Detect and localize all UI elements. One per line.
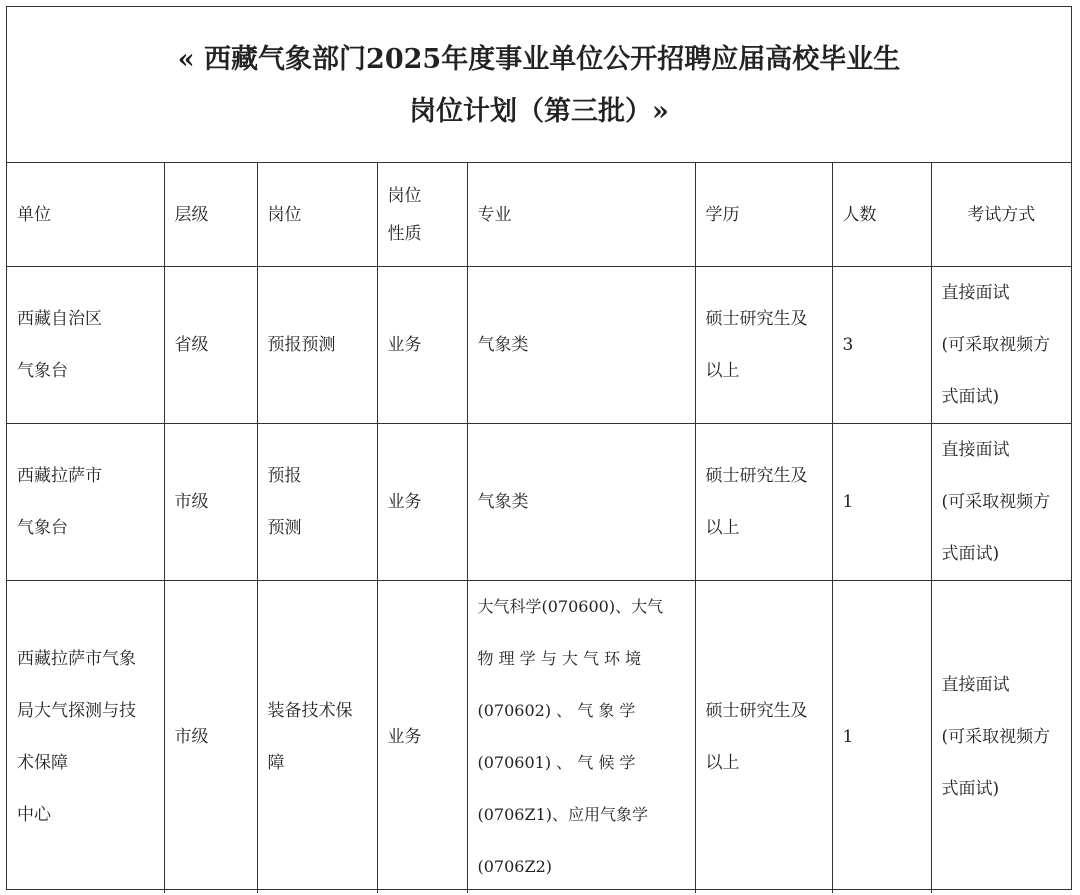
cell-line: 硕士研究生及 xyxy=(705,701,808,721)
cell-nature: 业务 xyxy=(377,581,467,894)
cell-line: 直接面试 xyxy=(941,675,1010,695)
cell-line: 硕士研究生及 xyxy=(705,466,808,486)
cell-unit xyxy=(7,581,164,894)
cell-line: 式面试) xyxy=(941,387,1000,407)
header-major: 专业 xyxy=(467,163,695,267)
cell-exam xyxy=(931,267,1071,424)
table-row xyxy=(7,581,1071,894)
cell-line: (070602) 、 气 象 学 xyxy=(477,701,636,720)
header-count: 人数 xyxy=(832,163,931,267)
cell-line: (可采取视频方 xyxy=(941,492,1051,512)
cell-major: 气象类 xyxy=(467,267,695,424)
cell-line: 物 理 学 与 大 气 环 境 xyxy=(477,649,642,668)
document-title xyxy=(7,7,1071,163)
cell-major xyxy=(467,581,695,894)
cell-line: 术保障 xyxy=(17,753,68,773)
title-line-1: « 西藏气象部门2025年度事业单位公开招聘应届高校毕业生 xyxy=(177,44,901,75)
header-post: 岗位 xyxy=(257,163,377,267)
cell-line: 式面试) xyxy=(941,544,1000,564)
header-nature-line: 岗位 xyxy=(387,185,422,206)
cell-line: 以上 xyxy=(705,361,740,381)
cell-post xyxy=(257,424,377,581)
cell-line: 气象台 xyxy=(17,518,68,538)
cell-unit xyxy=(7,267,164,424)
cell-level: 市级 xyxy=(164,581,257,894)
cell-line: 大气科学(070600)、大气 xyxy=(477,597,664,616)
cell-exam xyxy=(931,424,1071,581)
cell-line: 局大气探测与技 xyxy=(17,701,136,721)
cell-count: 1 xyxy=(832,581,931,894)
header-exam: 考试方式 xyxy=(931,163,1071,267)
cell-education xyxy=(695,267,832,424)
header-level: 层级 xyxy=(164,163,257,267)
cell-line: 式面试) xyxy=(941,779,1000,799)
cell-line: 以上 xyxy=(705,518,740,538)
cell-line: (可采取视频方 xyxy=(941,335,1051,355)
cell-unit xyxy=(7,424,164,581)
cell-line: 西藏自治区 xyxy=(17,309,102,329)
cell-level: 省级 xyxy=(164,267,257,424)
cell-line: 西藏拉萨市气象 xyxy=(17,649,136,669)
header-nature xyxy=(377,163,467,267)
cell-count: 3 xyxy=(832,267,931,424)
cell-nature: 业务 xyxy=(377,424,467,581)
cell-post xyxy=(257,581,377,894)
cell-line: 以上 xyxy=(705,753,740,773)
header-education: 学历 xyxy=(695,163,832,267)
cell-line: 装备技术保 xyxy=(267,701,353,721)
header-nature-line: 性质 xyxy=(387,223,422,244)
cell-major: 气象类 xyxy=(467,424,695,581)
cell-education xyxy=(695,581,832,894)
cell-exam xyxy=(931,581,1071,894)
cell-nature: 业务 xyxy=(377,267,467,424)
cell-post: 预报预测 xyxy=(257,267,377,424)
cell-line: 预测 xyxy=(267,518,302,538)
cell-count: 1 xyxy=(832,424,931,581)
recruitment-table xyxy=(7,163,1071,893)
cell-line: (070601) 、 气 候 学 xyxy=(477,753,636,772)
cell-line: 预报 xyxy=(267,466,302,486)
cell-line: 直接面试 xyxy=(941,283,1010,303)
cell-line: 障 xyxy=(267,753,285,773)
cell-line: (0706Z1)、应用气象学 xyxy=(477,805,649,824)
cell-level: 市级 xyxy=(164,424,257,581)
cell-line: (可采取视频方 xyxy=(941,727,1051,747)
header-unit: 单位 xyxy=(7,163,164,267)
cell-education xyxy=(695,424,832,581)
cell-line: 直接面试 xyxy=(941,440,1010,460)
cell-line: 西藏拉萨市 xyxy=(17,466,102,486)
cell-line: 硕士研究生及 xyxy=(705,309,808,329)
title-line-2: 岗位计划（第三批）» xyxy=(409,96,669,127)
table-row xyxy=(7,424,1071,581)
table-row xyxy=(7,267,1071,424)
cell-line: 气象台 xyxy=(17,361,68,381)
cell-line: 中心 xyxy=(17,805,51,825)
table-header-row xyxy=(7,163,1071,267)
cell-line: (0706Z2) xyxy=(477,857,552,876)
document-frame xyxy=(6,6,1072,890)
